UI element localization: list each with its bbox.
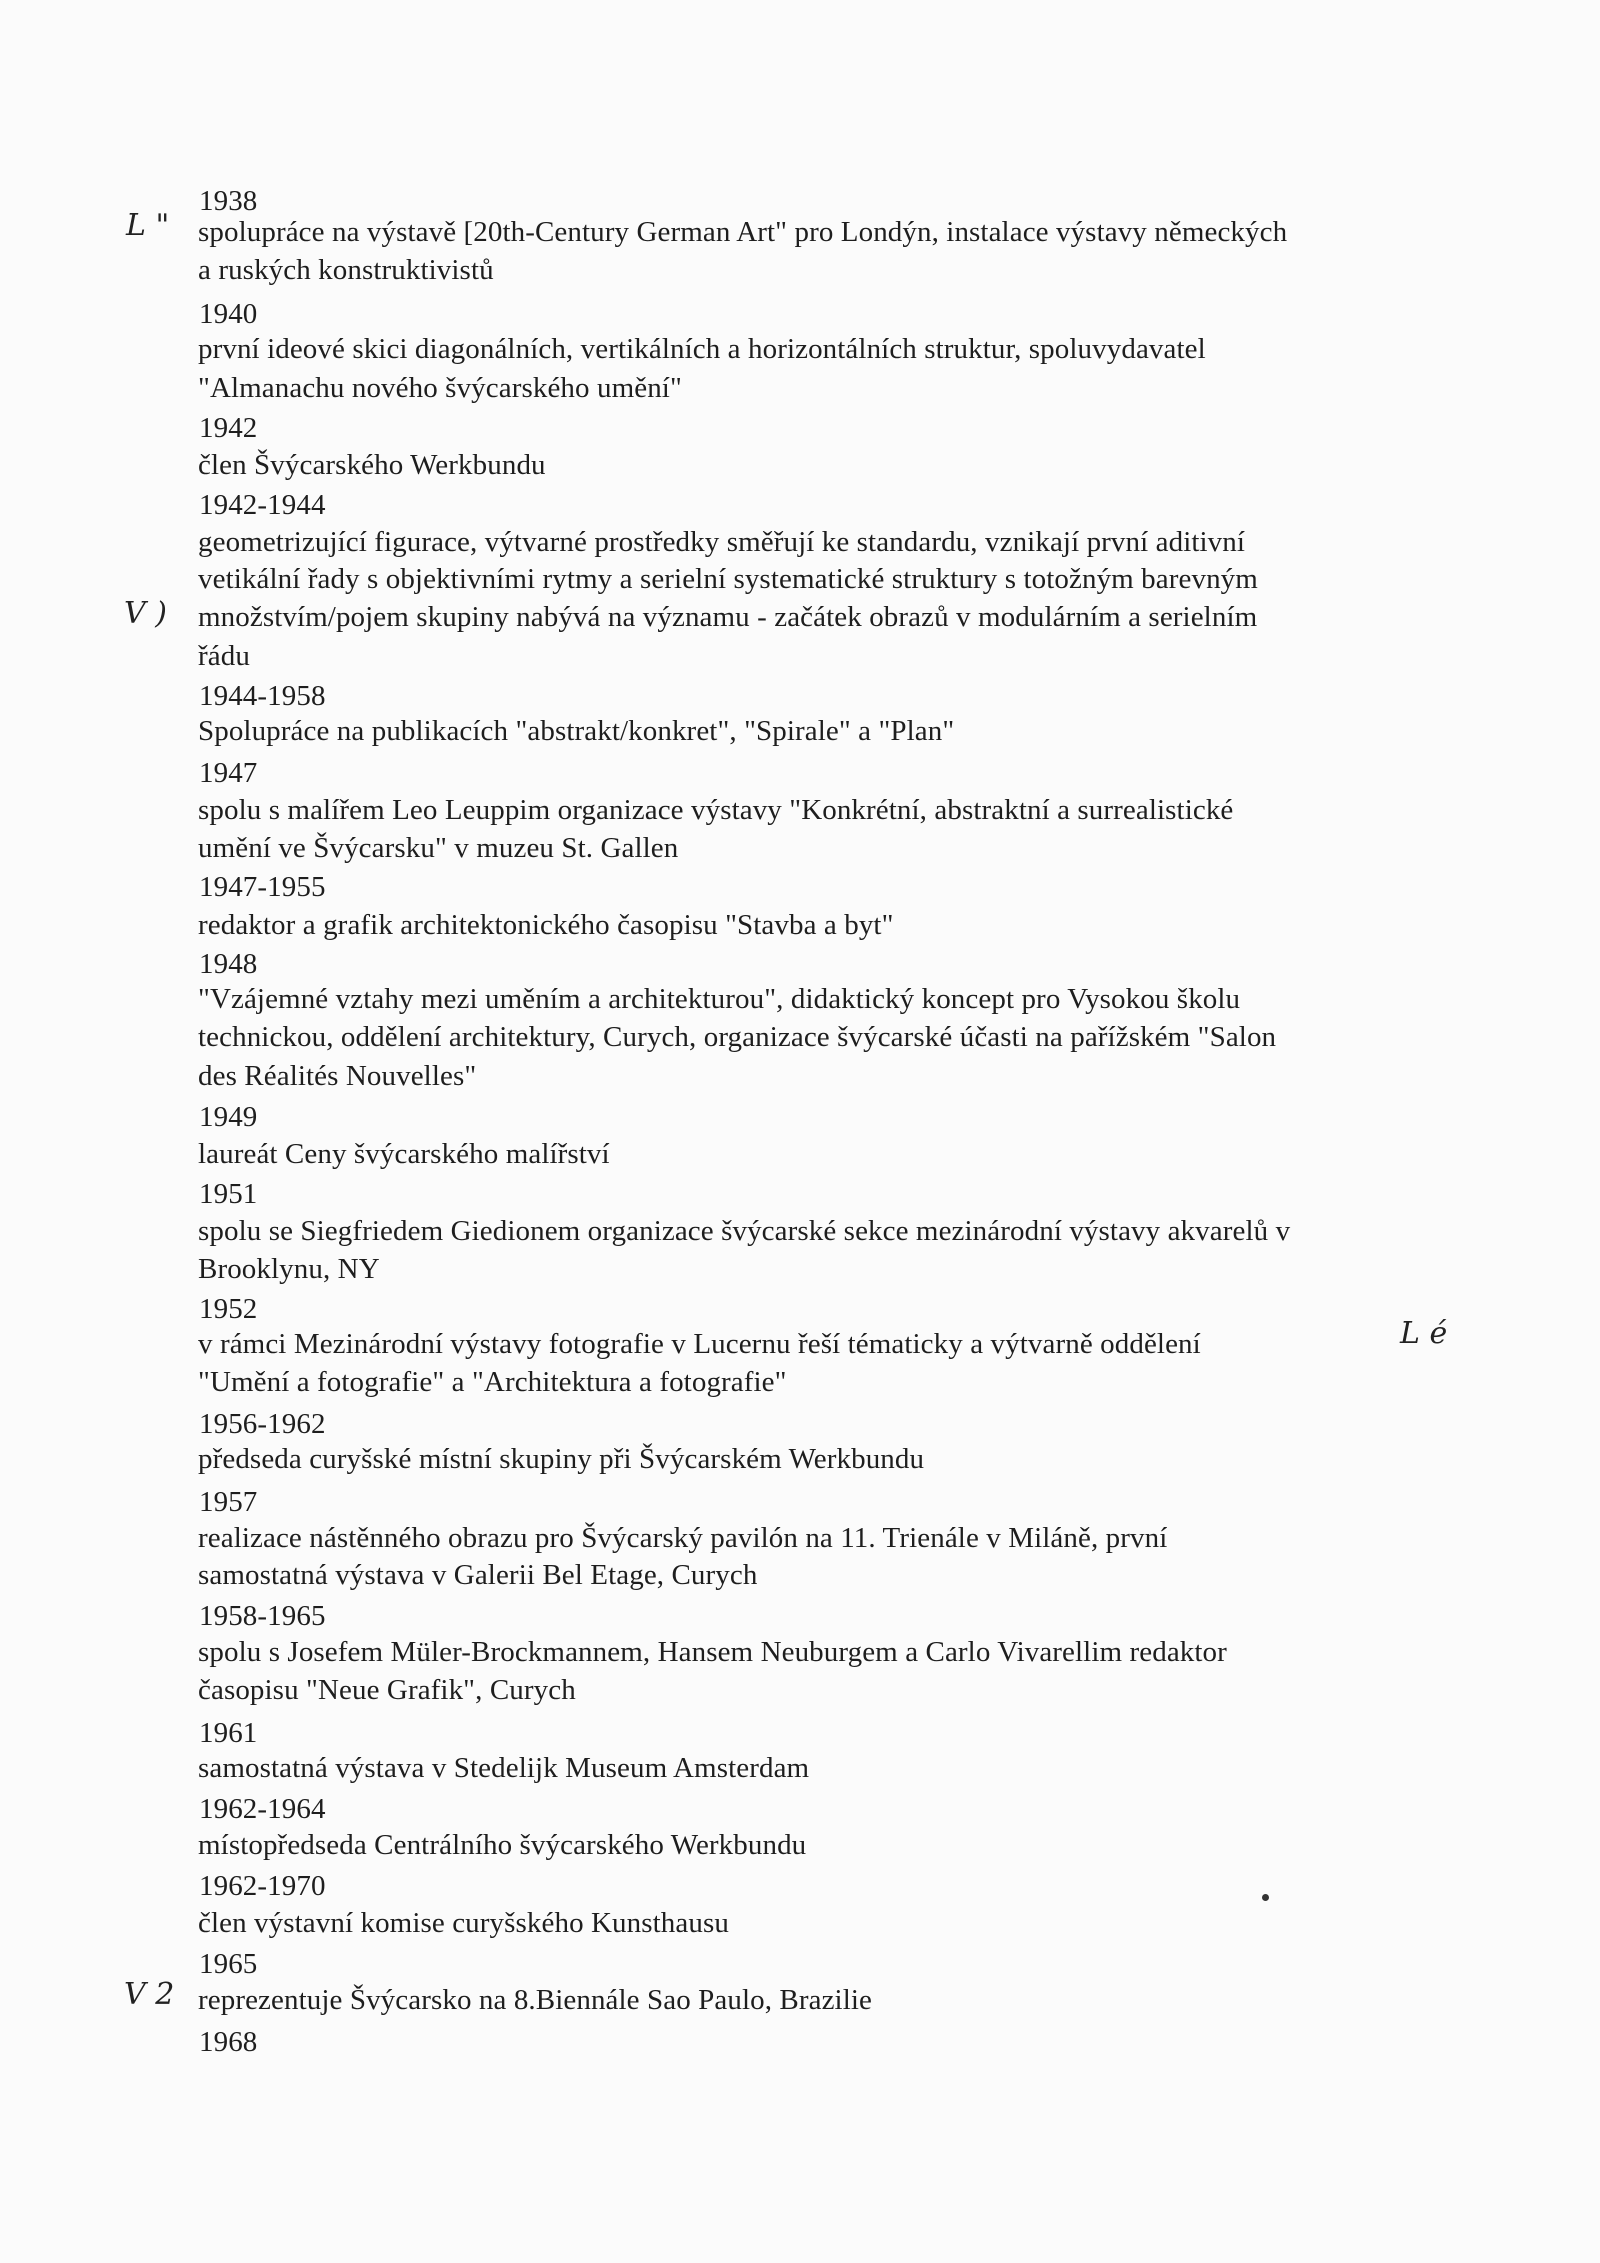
text-line: Spolupráce na publikacích "abstrakt/konkret", "Spirale" a "Plan" (198, 715, 955, 747)
text-line: předseda curyšské místní skupiny při Švýcarském Werkbundu (198, 1443, 925, 1475)
text-line: des Réalités Nouvelles" (198, 1060, 477, 1092)
text-line: první ideové skici diagonálních, vertikálních a horizontálních struktur, spoluvydavatel (198, 333, 1206, 365)
text-line: samostatná výstava v Galerii Bel Etage, Curych (198, 1559, 758, 1591)
text-line: redaktor a grafik architektonického časopisu "Stavba a byt" (198, 909, 894, 941)
text-line: "Vzájemné vztahy mezi uměním a architekturou", didaktický koncept pro Vysokou školu (198, 983, 1241, 1015)
text-line: samostatná výstava v Stedelijk Museum Amsterdam (198, 1752, 810, 1784)
text-line: 1961 (199, 1717, 258, 1749)
text-line: reprezentuje Švýcarsko na 8.Biennále Sao Paulo, Brazilie (198, 1984, 872, 2016)
text-line: spolu se Siegfriedem Giedionem organizace švýcarské sekce mezinárodní výstavy akvarelů v (198, 1215, 1291, 1247)
text-line: 1962-1964 (199, 1793, 326, 1825)
text-line: geometrizující figurace, výtvarné prostředky směřují ke standardu, vznikají první aditivní (198, 526, 1246, 558)
text-line: 1965 (199, 1948, 258, 1980)
text-line: 1942 (199, 412, 258, 444)
text-line: Brooklynu, NY (198, 1253, 380, 1285)
text-line: laureát Ceny švýcarského malířství (198, 1138, 610, 1170)
ink-dot (1262, 1894, 1269, 1901)
text-line: 1947 (199, 757, 258, 789)
text-line: "Almanachu nového švýcarského umění" (198, 372, 682, 404)
text-line: technickou, oddělení architektury, Curych, organizace švýcarské účasti na pařížském "Salon (198, 1021, 1277, 1053)
text-line: 1962-1970 (199, 1870, 326, 1902)
text-line: 1942-1944 (199, 489, 326, 521)
text-line: 1948 (199, 948, 258, 980)
text-line: 1940 (199, 298, 258, 330)
text-line: a ruských konstruktivistů (198, 254, 494, 286)
text-line: realizace nástěnného obrazu pro Švýcarský pavilón na 11. Trienále v Miláně, první (198, 1522, 1168, 1554)
text-line: spolu s Josefem Müler-Brockmannem, Hansem Neuburgem a Carlo Vivarellim redaktor (198, 1636, 1227, 1668)
text-line: spolupráce na výstavě [20th-Century German Art" pro Londýn, instalace výstavy německých (198, 216, 1288, 248)
text-line: člen výstavní komise curyšského Kunsthausu (198, 1907, 729, 1939)
text-line: místopředseda Centrálního švýcarského Werkbundu (198, 1829, 807, 1861)
text-line: "Umění a fotografie" a "Architektura a fotografie" (198, 1366, 787, 1398)
margin-note: V 2 (124, 1977, 175, 2012)
text-line: množstvím/pojem skupiny nabývá na významu - začátek obrazů v modulárním a serielním (198, 601, 1258, 633)
text-line: člen Švýcarského Werkbundu (198, 449, 546, 481)
text-line: 1968 (199, 2026, 258, 2058)
text-line: řádu (198, 640, 250, 672)
text-line: 1952 (199, 1293, 258, 1325)
text-line: 1957 (199, 1486, 258, 1518)
margin-note: L é (1400, 1316, 1448, 1351)
text-line: vetikální řady s objektivními rytmy a serielní systematické struktury s totožným barevným (198, 563, 1258, 595)
text-line: 1951 (199, 1178, 258, 1210)
text-line: umění ve Švýcarsku" v muzeu St. Gallen (198, 832, 679, 864)
text-line: spolu s malířem Leo Leuppim organizace výstavy "Konkrétní, abstraktní a surrealistické (198, 794, 1234, 826)
text-line: časopisu "Neue Grafik", Curych (198, 1674, 576, 1706)
text-line: v rámci Mezinárodní výstavy fotografie v Lucernu řeší tématicky a výtvarně oddělení (198, 1328, 1201, 1360)
text-line: 1949 (199, 1101, 258, 1133)
margin-note: L " (126, 208, 170, 243)
text-line: 1956-1962 (199, 1408, 326, 1440)
text-line: 1944-1958 (199, 680, 326, 712)
text-line: 1938 (199, 185, 258, 217)
text-line: 1947-1955 (199, 871, 326, 903)
text-line: 1958-1965 (199, 1600, 326, 1632)
margin-note: V ) (124, 596, 167, 631)
